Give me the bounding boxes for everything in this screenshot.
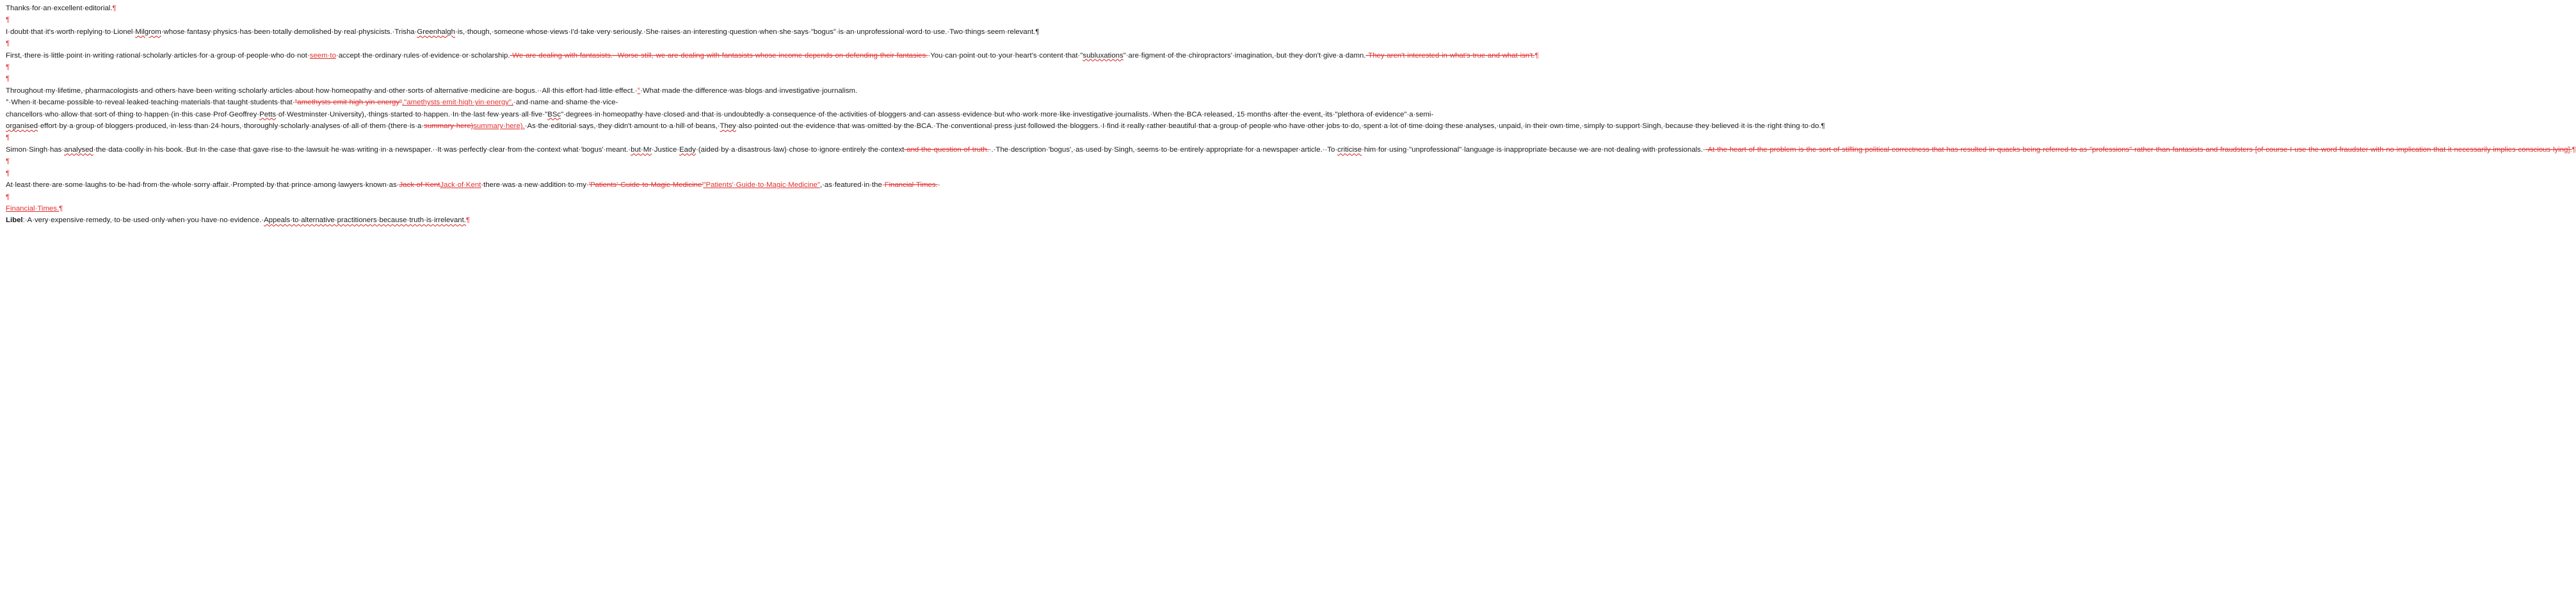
document-body[interactable] [0, 0, 2576, 227]
inserted-text: "Patients'·Guide·to·Magic·Medicine" [703, 181, 820, 189]
inserted-text: summary·here). [473, 122, 525, 131]
deleted-text: ·At·the·heart·of·the·problem·is·the·sort·of·stifling·political·correctness·that·has·resulted·in·quacks·being·referred·to·as·"professions"·rather·than·fantasists·and·fraudsters·[of·course·I·use·the·word·fraudster·with·no·implication·that·it·necessarily·implies·conscious·lying]. [1705, 145, 2572, 154]
inserted-text: Financial·Times. [6, 204, 60, 213]
deleted-text: Jack·of·Kent [399, 181, 440, 189]
empty-paragraph-3: ¶ [6, 63, 10, 72]
paragraph-2: I·doubt·that·it's·worth·replying·to·Lionel·Milgrom·whose·fantasy·physics·has·been·totally·demolished·by·real·physicists.·Trisha·Greenhalgh·is,·though,·someone·whose·views·I'd·take·very·seriously.·She·raises·an·interesting·question·when·she·says·"bogus"·is·an·unprofessional·word·to·use.·Two·things·seem·relevant.¶ [6, 28, 1040, 36]
deleted-text: Financial·Times. [884, 181, 938, 189]
paragraph-8: Libel:·A·very·expensive·remedy,·to·be·used·only·when·you·have·no·evidence.·Appeals·to·alternative·practitioners·because·truth·is·irrelevant.¶ [6, 216, 471, 225]
deleted-text: 'Patients'·Guide·to·Magic·Medicine' [588, 181, 704, 189]
empty-paragraph-6: ¶ [6, 157, 10, 166]
deleted-text: ·We·are·dealing·with·fantasists.··Worse·still,·we·are·dealing·with·fantasists·whose·income·depends·on·defending·their·fantasies. [510, 51, 928, 60]
inserted-text: ° [637, 86, 641, 95]
empty-paragraph-1: ¶ [6, 16, 10, 24]
empty-paragraph-5: ¶ [6, 134, 10, 142]
paragraph-5: Simon·Singh·has·analysed·the·data·coolly·in·his·book.·But·In·the·case·that·gave·rise·to·the·lawsuit·he·was·writing·in·a·newspaper.··It·was·perfectly·clear·from·the·context·what·'bogus'·meant.·but·Mr·Justice·Eady·(aided·by·a·disastrous·law)·chose·to·ignore·entirely·the·context·and·the·question·of·truth.·.·The·description·'bogus',·as·used·by·Singh,·seems·to·be·entirely·appropriate·for·a·newspaper·article.··To·criticise·him·for·using·"unprofessional"·language·is·inappropriate·because·we·are·not·dealing·with·professionals.··At·the·heart·of·the·problem·is·the·sort·of·stifling·political·correctness·that·has·resulted·in·quacks·being·referred·to·as·"professions"·rather·than·fantasists·and·fraudsters·[of·course·I·use·the·word·fraudster·with·no·implication·that·it·necessarily·implies·conscious·lying].¶ [6, 145, 2576, 154]
empty-paragraph-7: ¶ [6, 169, 10, 177]
paragraph-3: First,·there·is·little·point·in·writing·rational·scholarly·articles·for·a·group·of·people·who·do·not·seem·to·accept·the·ordinary·rules·of·evidence·or·scholarship.·We·are·dealing·with·fantasists.··Worse·still,·we·are·dealing·with·fantasists·whose·income·depends·on·defending·their·fantasies.·You·can·point·out·to·your·heart's·content·that·"subluxations"·are·figment·of·the·chiropractors'·imagination,·but·they·don't·give·a·damn.·They·aren't·interested·in·what's·true·and·what·isn't.¶ [6, 51, 1539, 60]
paragraph-4: Throughout·my·lifetime,·pharmacologists·and·others·have·been·writing·scholarly·articles·about·how·homeopathy·and·other·sorts·of·alternative·medicine·are·bogus.··All·this·effort·had·little·effect.·°·What·made·the·difference·was·blogs·and·investigative·journalism.°·When·it·became·possible·to·reveal·leaked·teaching·materials·that·taught·students·that·"amethysts·emit·high·yin·energy","amethysts·emit·high·yin·energy",·and·name·and·shame·the·vice-chancellors·who·allow·that·sort·of·thing·to·happen·(in·this·case·Prof·Geoffrey·Petts·of·Westminster·University),·things·started·to·happen.·In·the·last·few·years·all·five·"BSc"·degrees·in·homeopathy·have·closed·and·that·is·undoubtedly·a·consequence·of·the·activities·of·bloggers·and·can·assess·evidence·but·who·work·more·like·investigative·journalists.·When·the·BCA·released,·15·months·after·the·event,·its·"plethora·of·evidence"·a·semi-organised·effort·by·a·group·of·bloggers·produced,·in·less·than·24·hours,·thoroughly·scholarly·analyses·of·all·of·them·(there·is·a·summary·here)summary·here).·As·the·editorial·says,·they·didn't·amount·to·a·hill·of·beans,·They·also·pointed·out·the·evidence·that·was·omitted·by·the·BCA.·The·conventional·press·just·followed·the·bloggers.·I·find·it·really·rather·beautiful·that·a·group·of·people·who·have·other·jobs·to·do,·spent·a·lot·of·time·doing·these·analyses,·unpaid,·in·their·own·time,·simply·to·support·Singh,·because·they·believed·it·is·the·right·thing·to·do.¶ [6, 86, 1825, 131]
inserted-text: ,"amethysts·emit·high·yin·energy", [402, 99, 514, 107]
deleted-text: "amethysts·emit·high·yin·energy" [294, 99, 403, 107]
empty-paragraph-8: ¶ [6, 193, 10, 201]
empty-paragraph-4: ¶ [6, 75, 10, 83]
deleted-text: summary·here) [424, 122, 474, 131]
deleted-text: ·They·aren't·interested·in·what's·true·and·what·isn't. [1365, 51, 1535, 60]
inserted-text: seem·to [309, 51, 336, 60]
empty-paragraph-2: ¶ [6, 40, 10, 48]
deleted-text: ·and·the·question·of·truth. [904, 145, 989, 154]
inserted-text: Jack·of·Kent [440, 181, 481, 189]
libel-term: Libel [6, 216, 23, 225]
paragraph-1: Thanks·for·an·excellent·editorial.¶ [6, 4, 117, 12]
paragraph-6: At·least·there·are·some·laughs·to·be·had·from·the·whole·sorry·affair.·Prompted·by·that·prince·among·lawyers·known·as·Jack·of·KentJack·of·Kent·there·was·a·new·addition·to·my·'Patients'·Guide·to·Magic·Medicine'"Patients'·Guide·to·Magic·Medicine",·as·featured·in·the·Financial·Times.· [6, 181, 940, 189]
paragraph-7: Financial·Times.¶ [6, 204, 63, 213]
